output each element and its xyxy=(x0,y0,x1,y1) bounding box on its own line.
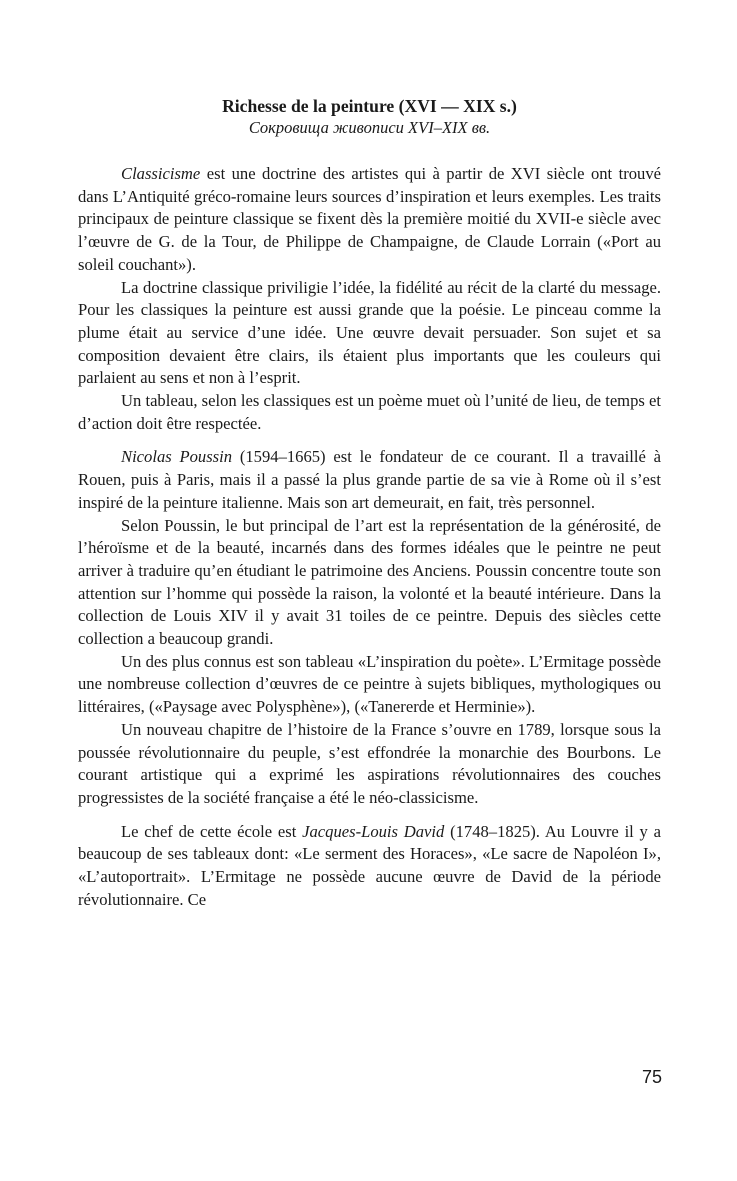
name-poussin: Nicolas Poussin xyxy=(121,447,233,467)
paragraph-selon-poussin: Selon Poussin, le but principal de l’art est la représentation de la générosité, de l’héroïsme et de la beauté, incarnés dans des formes idéales que le peintre ne peut arriver à traduire qu’en étudiant le patrimoine des Anciens. Poussin concentre toute son attention sur l’homme qui possède la raison, la volonté et la beauté intérieure. Dans la collection de Louis XIV il y avait 31 toiles de ce peintre. Depuis des siècles cette collection a beaucoup grandi. xyxy=(78,515,661,649)
name-david: Jacques-Louis David xyxy=(302,821,445,841)
page-number: 75 xyxy=(641,1067,662,1087)
paragraph-classicisme xyxy=(78,163,661,277)
paragraph-poussin xyxy=(78,446,661,514)
paragraph-text: Le chef de cette école est xyxy=(121,821,303,841)
paragraph-text: (1748–1825). Au Louvre il y a beaucoup de ses tableaux dont: «Le serment des Horaces», «Le sacre de Napoléon I», «L’autoportrait». L’Ermitage ne possède aucune œuvre de David de la période révolutionnaire. Ce xyxy=(78,821,661,909)
paragraph-tableau: Un tableau, selon les classiques est un poème muet où l’unité de lieu, de temps et d’action doit être respectée. xyxy=(78,391,661,433)
paragraph-doctrine: La doctrine classique priviligie l’idée, la fidélité au récit de la clarté du message. Pour les classiques la peinture est aussi grande que la poésie. Le pinceau comme la plume était au service d’une idée. Une œuvre devait persuader. Son sujet et sa composition devaient être clairs, ils étaient plus importants que les couleurs qui parlaient au sens et non à l’esprit. xyxy=(78,277,661,388)
term-classicisme: Classicisme xyxy=(121,164,201,183)
paragraph-text: (1594–1665) est le fondateur de ce courant. Il a travaillé à Rouen, puis à Paris, mais il a passé la plus grande partie de sa vie à Rome où il s’est inspiré de la peinture italienne. Mais son art demeurait, en fait, très personnel. xyxy=(78,447,662,512)
paragraph-nouveau-chapitre: Un nouveau chapitre de l’histoire de la France s’ouvre en 1789, lorsque sous la poussée révolutionnaire du peuple, s’est effondrée la monarchie des Bourbons. Le courant artistique qui a exprimé les aspirations révolutionnaires des couches progressistes de la société française a été le néo-classicisme. xyxy=(78,719,661,807)
page-content xyxy=(78,95,661,912)
page-subtitle: Сокровища живописи XVI–XIX вв. xyxy=(248,118,491,137)
paragraph-david xyxy=(78,821,661,912)
page-title: Richesse de la peinture (XVI — XIX s.) xyxy=(222,96,517,116)
paragraph-inspiration: Un des plus connus est son tableau «L’inspiration du poète». L’Ermitage possède une nombreuse collection d’œuvres de ce peintre à sujets bibliques, mythologiques ou littéraires, («Paysage avec Polysphène»), («Tanererde et Herminie»). xyxy=(78,651,661,717)
paragraph-text: est une doctrine des artistes qui à partir de XVI siècle ont trouvé dans L’Antiquité gréco-romaine leurs sources d’inspiration et leurs exemples. Les traits principaux de peinture classique se fixent dès la première moitié du XVII-e siècle avec l’œuvre de G. de la Tour, de Philippe de Champaigne, de Claude Lorrain («Port au soleil couchant»). xyxy=(78,164,661,274)
